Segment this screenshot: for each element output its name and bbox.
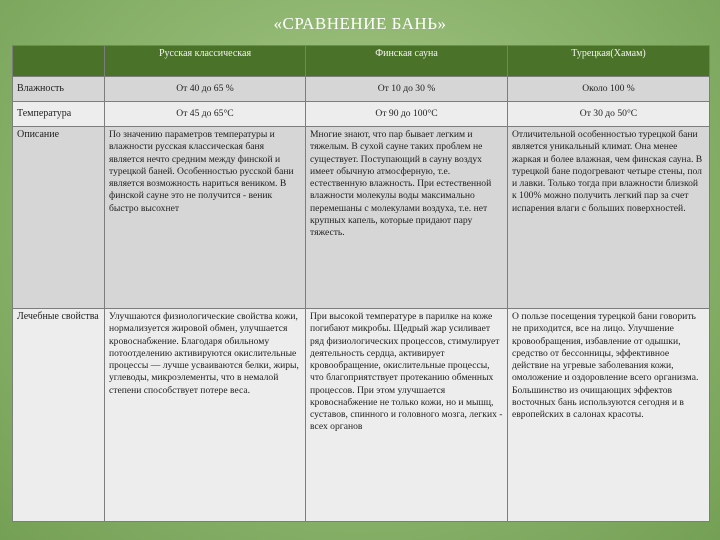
row-label-humidity: Влажность: [13, 77, 105, 102]
comparison-table: [12, 45, 710, 522]
table-header-row: [13, 46, 710, 77]
header-turkish: Турецкая(Хамам): [508, 46, 710, 77]
header-finnish: Финская сауна: [306, 46, 508, 77]
cell-russian-description: По значению параметров температуры и влажности русская классическая баня является нечто средним между финской и турецкой баней. Особенностью русской бани является возможность нариться веником. В финской сауне это не получится - веник быстро высохнет: [105, 127, 306, 309]
table-row: [13, 309, 710, 522]
cell-finnish-temperature: От 90 до 100°С: [306, 102, 508, 127]
cell-finnish-description: Многие знают, что пар бывает легким и тяжелым. В сухой сауне таких проблем не существует. Поступающий в сауну воздух имеет обычную атмосферную, т.е. естественную влажность. При естественной влажности молекулы воды максимально перемешаны с молекулами воздуха, т.е. нет крупных капель, которые придают пару тяжесть.: [306, 127, 508, 309]
cell-russian-humidity: От 40 до 65 %: [105, 77, 306, 102]
cell-russian-temperature: От 45 до 65°С: [105, 102, 306, 127]
cell-turkish-temperature: От 30 до 50°С: [508, 102, 710, 127]
header-corner: [13, 46, 105, 77]
row-label-description: Описание: [13, 127, 105, 309]
cell-russian-healing: Улучшаются физиологические свойства кожи, нормализуется жировой обмен, улучшается кровоснабжение. Благодаря обильному потоотделению активируются окислительные процессы — лучше усваиваются белки, жиры, углеводы, микроэлементы, что в немалой степени способствует потере веса.: [105, 309, 306, 522]
cell-turkish-healing: О пользе посещения турецкой бани говорить не приходится, все на лицо. Улучшение кровообращения, избавление от одышки, средство от бессонницы, эффективное действие на угревые заболевания кожи, омоложение и оздоровление всего организма. Большинство из очищающих эффектов восточных бань используются сегодня и в европейских в салонах красоты.: [508, 309, 710, 522]
cell-turkish-humidity: Около 100 %: [508, 77, 710, 102]
table-row: [13, 77, 710, 102]
row-label-temperature: Температура: [13, 102, 105, 127]
row-label-healing: Лечебные свойства: [13, 309, 105, 522]
page-title: «СРАВНЕНИЕ БАНЬ»: [273, 14, 447, 33]
header-russian: Русская классическая: [105, 46, 306, 77]
cell-turkish-description: Отличительной особенностью турецкой бани является уникальный климат. Она менее жаркая и более влажная, чем финская сауна. В турецкой бане подогревают четыре стены, пол и лавки. Только тогда при влажности близкой к 100% можно получить легкий пар за счет испарения влаги с больших поверхностей.: [508, 127, 710, 309]
cell-finnish-humidity: От 10 до 30 %: [306, 77, 508, 102]
cell-finnish-healing: При высокой температуре в парилке на коже погибают микробы. Щедрый жар усиливает ряд физиологических процессов, стимулирует деятельность сердца, активирует кровообращение, окислительные процессы, что благоприятствует протеканию обменных процессов. При этом улучшается кровоснабжение не только кожи, но и мышц, суставов, спинного и головного мозга, легких - всех органов: [306, 309, 508, 522]
table-row: [13, 102, 710, 127]
table-row: [13, 127, 710, 309]
